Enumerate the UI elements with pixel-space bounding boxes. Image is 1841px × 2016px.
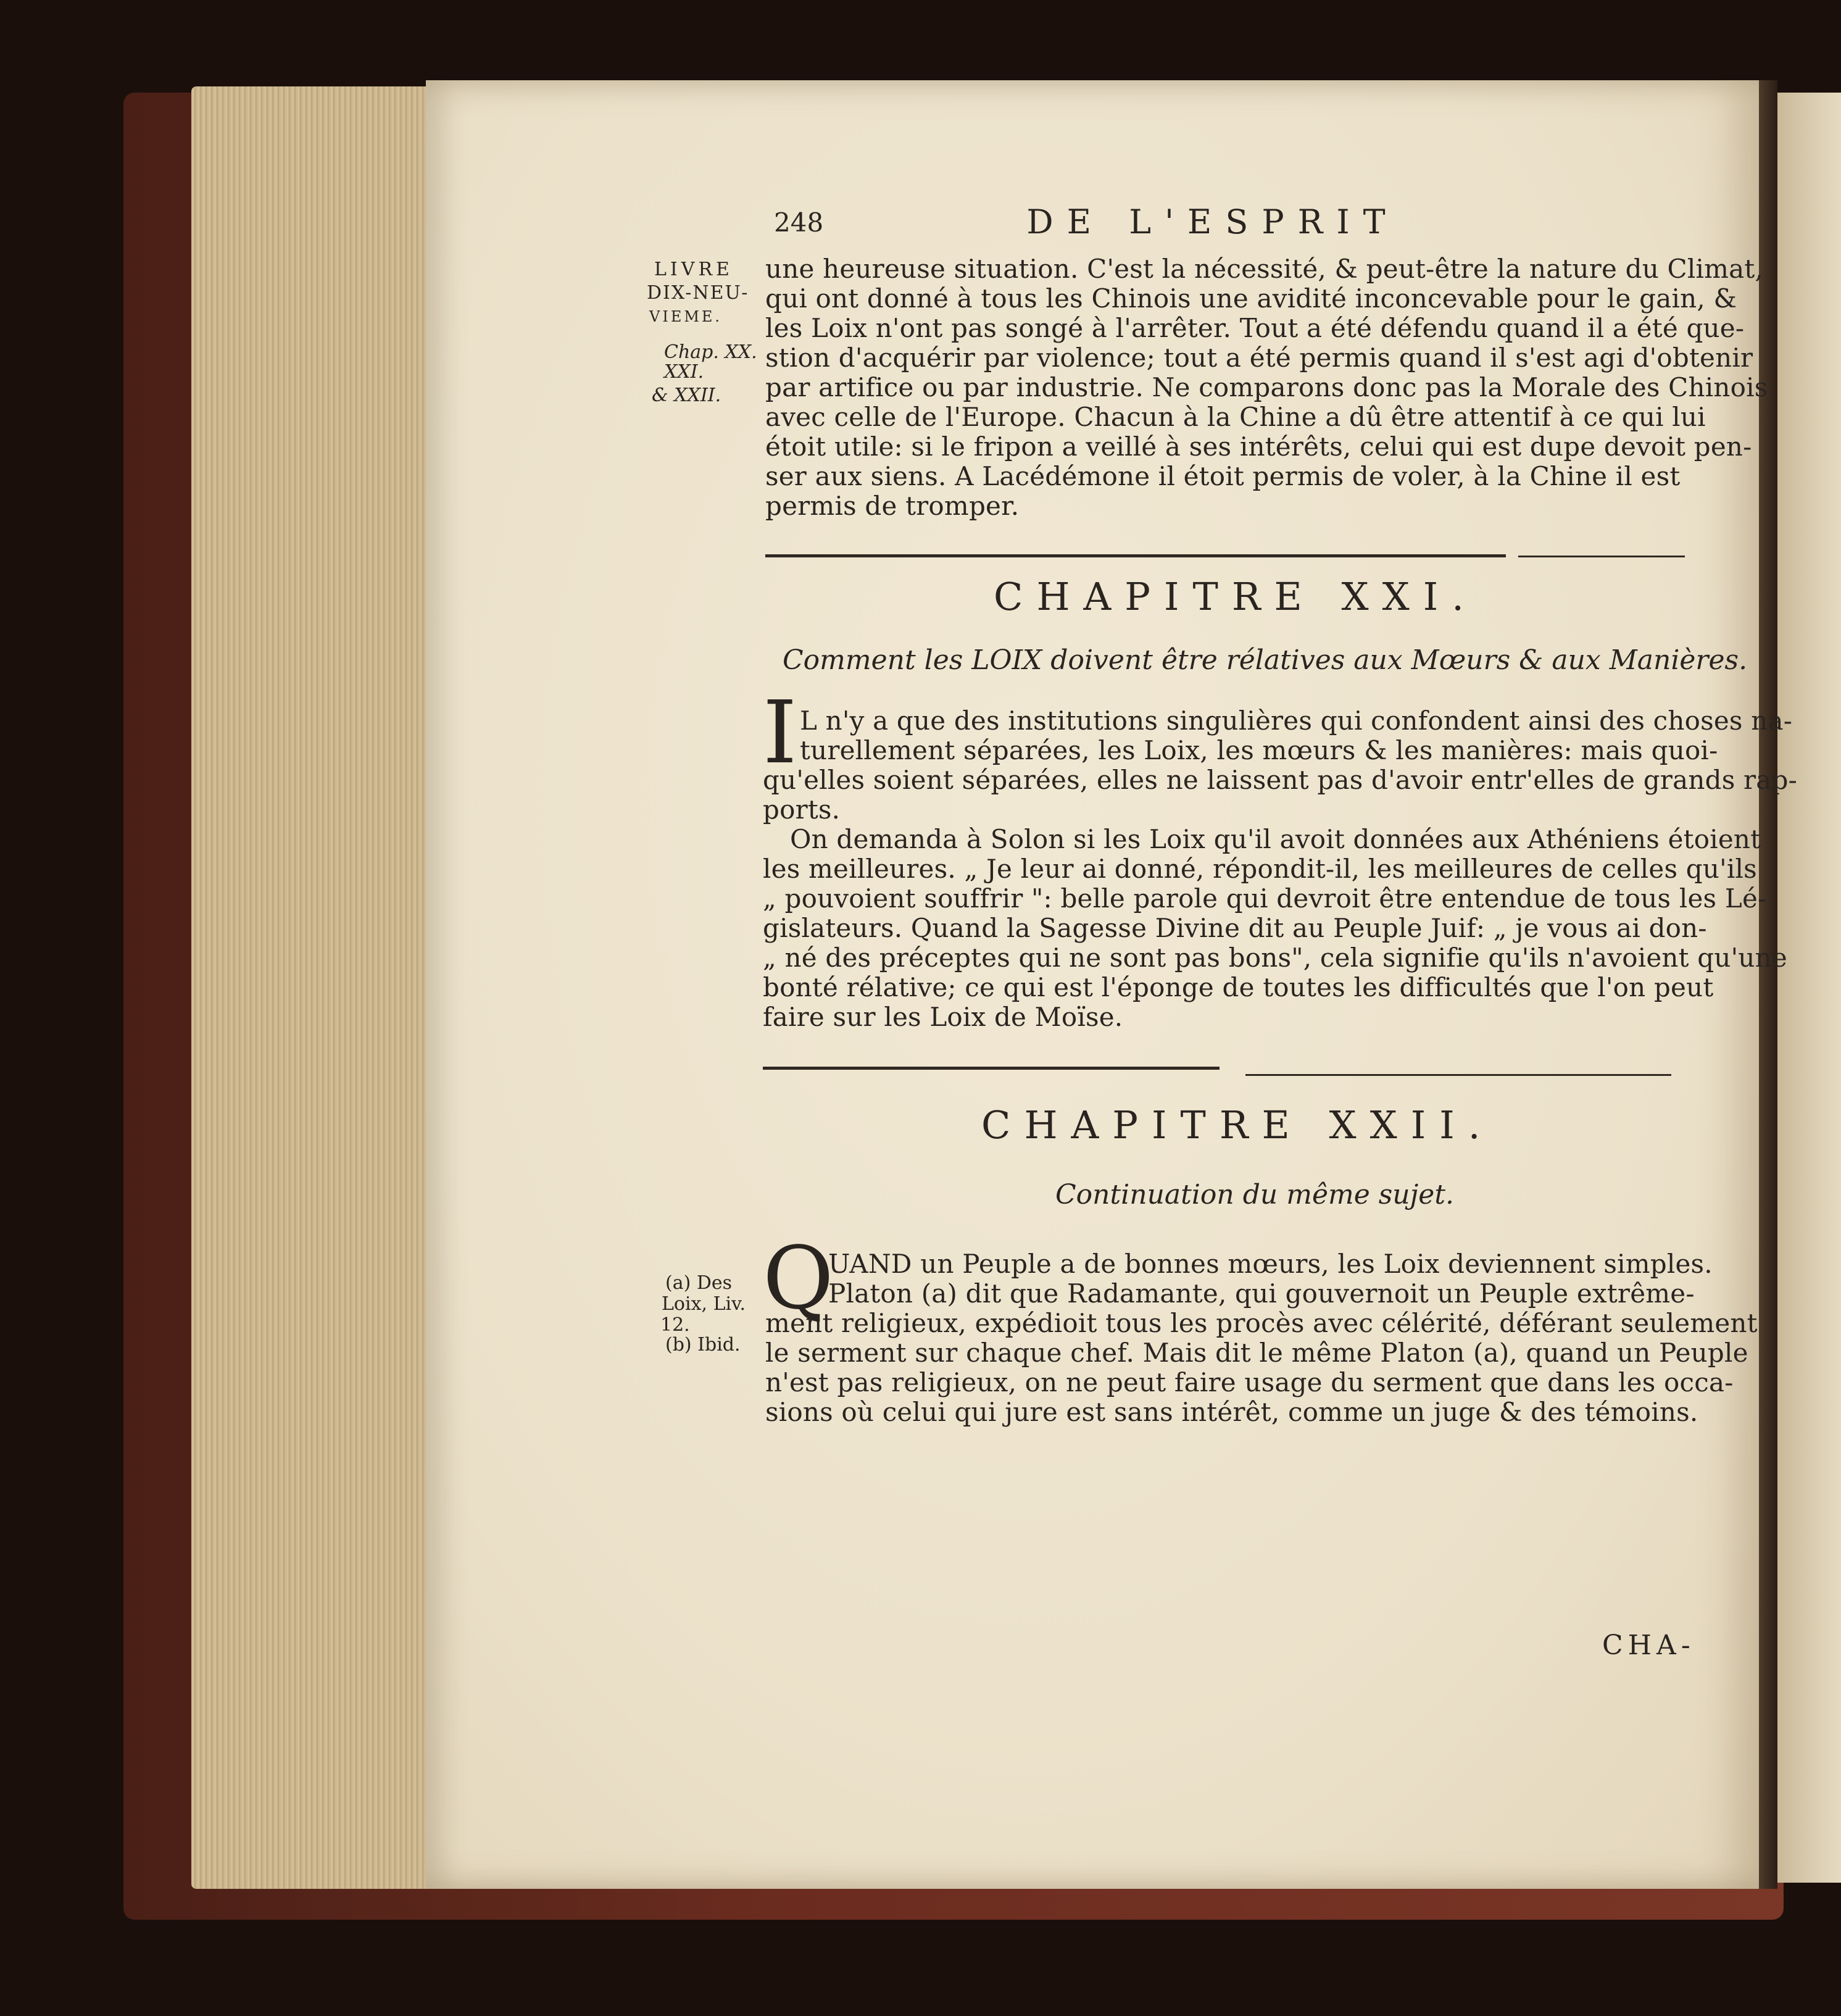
text-line: le serment sur chaque chef. Mais dit le même Platon (a), quand un Peuple [765,1338,1748,1368]
footnote-b: (b) Ibid. [665,1334,741,1356]
margin-book-label: LIVRE [654,259,733,280]
text-line: qu'elles soient séparées, elles ne laissent pas d'avoir entr'elles de grands rap- [763,765,1798,795]
text-line: qui ont donné à tous les Chinois une avidité inconcevable pour le gain, & [765,283,1737,314]
chapter-21-title: CHAPITRE XXI. [994,574,1477,619]
text-line: sions où celui qui jure est sans intérêt, comme un juge & des témoins. [765,1397,1698,1427]
page-number: 248 [774,207,824,238]
text-line: faire sur les Loix de Moïse. [763,1002,1123,1032]
text-line: gislateurs. Quand la Sagesse Divine dit au Peuple Juif: „ je vous ai don- [763,913,1707,943]
text-line: Platon (a) dit que Radamante, qui gouvernoit un Peuple extrême- [828,1278,1695,1309]
text-line: ment religieux, expédioit tous les procès avec célérité, déférant seulement [765,1308,1758,1338]
page-edges [191,86,426,1889]
text-line: par artifice ou par industrie. Ne comparons donc pas la Morale des Chinois [765,372,1768,402]
next-page-edge [1777,93,1841,1883]
chapter-22-subtitle: Continuation du même sujet. [1055,1179,1454,1210]
text-line: étoit utile: si le fripon a veillé à ses intérêts, celui qui est dupe devoit pen- [765,431,1752,462]
text-line: „ né des préceptes qui ne sont pas bons", cela signifie qu'ils n'avoient qu'une [763,943,1787,973]
margin-chapters-1: Chap. XX. [664,341,757,363]
running-title: DE L'ESPRIT [1026,202,1399,241]
text-line: n'est pas religieux, on ne peut faire usage du serment que dans les occa- [765,1367,1734,1397]
footnote-a-1: (a) Des [665,1272,733,1294]
chapter-rule [1518,556,1685,557]
text-line: permis de tromper. [765,491,1020,521]
text-line: On demanda à Solon si les Loix qu'il avoit données aux Athéniens étoient [790,824,1761,854]
margin-book-number-2: VIEME. [649,308,723,325]
text-line: ports. [763,794,841,825]
text-line: les Loix n'ont pas songé à l'arrêter. Tout a été défendu quand il a été que- [765,313,1745,343]
chapter-21-subtitle: Comment les LOIX doivent être rélatives aux Mœurs & aux Manières. [783,644,1748,676]
footnote-a-2: Loix, Liv. [662,1293,746,1315]
chapter-rule [765,554,1506,557]
text-line: „ pouvoient souffrir ": belle parole qui devroit être entendue de tous les Lé- [763,883,1767,914]
chapter-22-dropcap: Q [763,1228,834,1329]
text-line: une heureuse situation. C'est la nécessité, & peut-être la nature du Climat, [765,254,1764,284]
text-line: ser aux siens. A Lacédémone il étoit permis de voler, à la Chine il est [765,461,1681,491]
chapter-21-dropcap: I [763,683,797,783]
text-line: les meilleures. „ Je leur ai donné, répondit-il, les meilleures de celles qu'ils [763,854,1757,884]
text-line: L n'y a que des institutions singulières qui confondent ainsi des choses na- [800,706,1793,736]
margin-chapters-3: & XXII. [652,385,721,406]
text-line: UAND un Peuple a de bonnes mœurs, les Loix deviennent simples. [828,1249,1713,1279]
margin-chapters-2: XXI. [664,361,704,383]
text-line: avec celle de l'Europe. Chacun à la Chine a dû être attentif à ce qui lui [765,402,1706,432]
chapter-rule [763,1067,1220,1070]
margin-book-number-1: DIX-NEU- [647,282,749,304]
footnote-a-3: 12. [660,1314,690,1336]
catchword: CHA- [1602,1630,1695,1661]
text-line: stion d'acquérir par violence; tout a été permis quand il s'est agi d'obtenir [765,343,1753,373]
chapter-22-title: CHAPITRE XXII. [981,1102,1494,1148]
text-line: turellement séparées, les Loix, les mœurs & les manières: mais quoi- [800,735,1718,765]
text-line: bonté rélative; ce qui est l'éponge de toutes les difficultés que l'on peut [763,972,1714,1002]
chapter-rule [1245,1074,1671,1076]
